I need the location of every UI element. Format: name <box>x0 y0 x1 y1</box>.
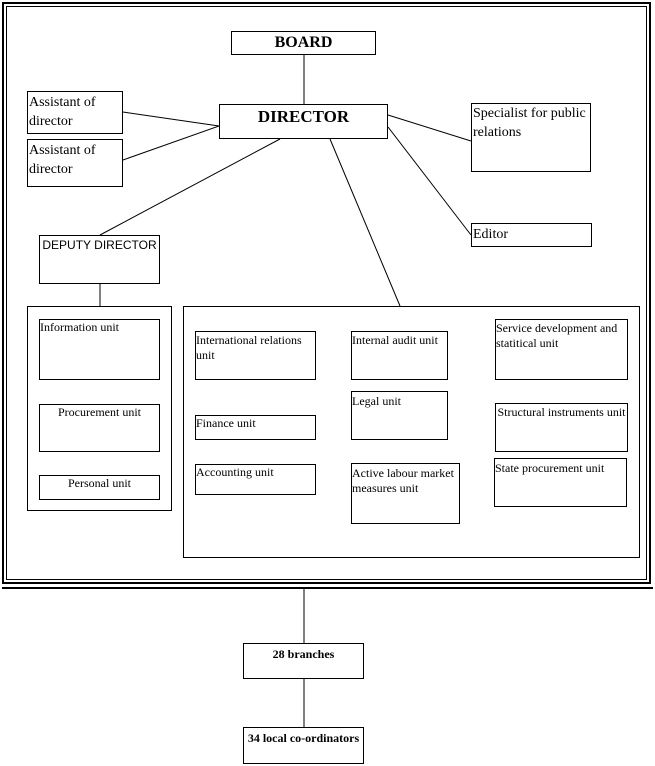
pr-specialist-box: Specialist for public relations <box>471 103 591 172</box>
assistant2-connector <box>123 126 219 160</box>
state-procurement-unit-box: State procurement unit <box>494 458 627 507</box>
accounting-unit-box: Accounting unit <box>195 464 316 495</box>
deputy-connector <box>100 139 280 235</box>
editor-connector <box>388 127 471 235</box>
editor-box: Editor <box>471 223 592 247</box>
information-unit-box: Information unit <box>39 319 160 380</box>
local-coordinators-box: 34 local co-ordinators <box>243 727 364 764</box>
assistant1-connector <box>123 112 219 126</box>
deputy-director-box: DEPUTY DIRECTOR <box>39 235 160 284</box>
legal-unit-box: Legal unit <box>351 391 448 440</box>
active-labour-market-measures-unit-box: Active labour market measures unit <box>351 463 460 524</box>
structural-instruments-unit-box: Structural instruments unit <box>495 403 628 452</box>
personal-unit-box: Personal unit <box>39 475 160 500</box>
assistant-of-director-2: Assistant of director <box>27 139 123 187</box>
finance-unit-box: Finance unit <box>195 415 316 440</box>
internal-audit-unit-box: Internal audit unit <box>351 331 448 380</box>
branches-box: 28 branches <box>243 643 364 679</box>
service-development-unit-box: Service development and statitical unit <box>495 319 628 380</box>
pr-connector <box>388 115 471 141</box>
board-box: BOARD <box>231 31 376 55</box>
procurement-unit-box: Procurement unit <box>39 404 160 452</box>
units-connector <box>330 139 400 306</box>
international-relations-unit-box: International relations unit <box>195 331 316 380</box>
assistant-of-director-1: Assistant of director <box>27 91 123 134</box>
director-box: DIRECTOR <box>219 104 388 139</box>
